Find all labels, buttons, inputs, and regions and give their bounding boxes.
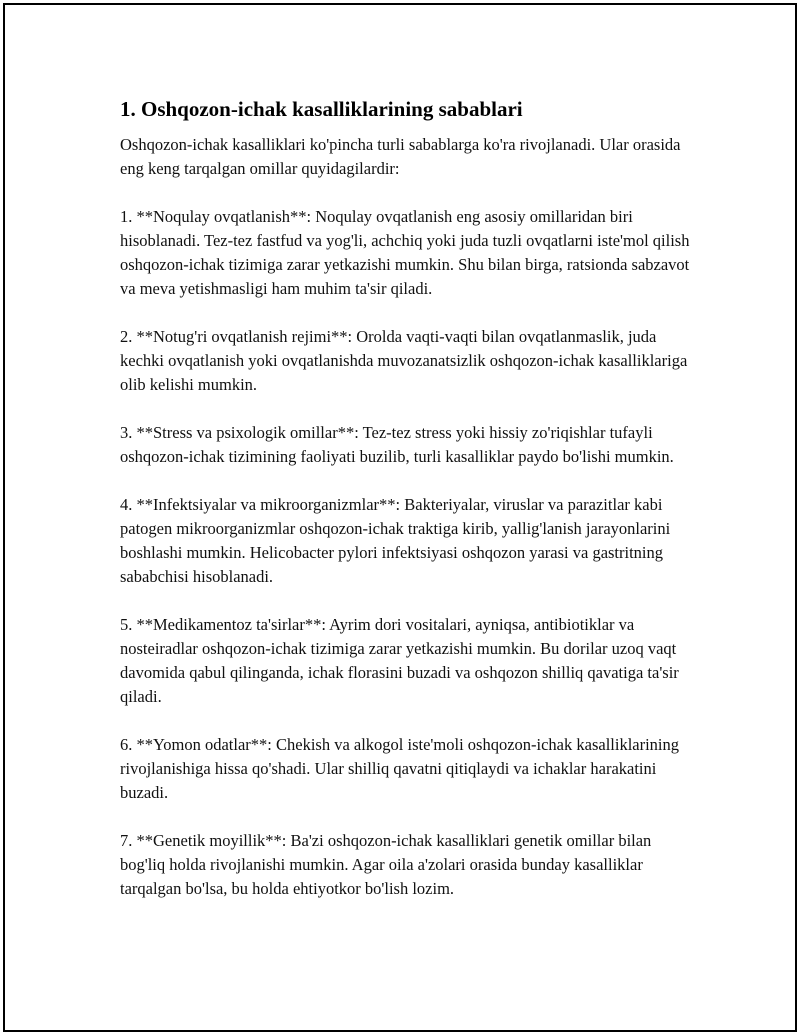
- cause-item-1: 1. **Noqulay ovqatlanish**: Noqulay ovqatlanish eng asosiy omillaridan biri hisoblanadi. Tez-tez fastfud va yog'li, achchiq yoki juda tuzli ovqatlarni iste'mol qilish oshqozon-ichak tizimiga zarar yetkazishi mumkin. Shu bilan birga, ratsionda sabzavot va meva yetishmasligi ham muhim ta'sir qiladi.: [120, 207, 690, 298]
- cause-item-4: 4. **Infektsiyalar va mikroorganizmlar**: Bakteriyalar, viruslar va parazitlar kabi patogen mikroorganizmlar oshqozon-ichak traktiga kirib, yallig'lanish jarayonlarini boshlashi mumkin. Helicobacter pylori infektsiyasi oshqozon yarasi va gastritning sababchisi hisoblanadi.: [120, 495, 671, 586]
- document-content: [120, 95, 700, 925]
- cause-item-6: 6. **Yomon odatlar**: Chekish va alkogol iste'moli oshqozon-ichak kasalliklarining rivojlanishiga hissa qo'shadi. Ular shilliq qavatni qitiqlaydi va ichaklar harakatini buzadi.: [120, 735, 680, 802]
- document-page: [3, 3, 797, 1032]
- cause-item-5: 5. **Medikamentoz ta'sirlar**: Ayrim dori vositalari, ayniqsa, antibiotiklar va nosteiradlar oshqozon-ichak tizimiga zarar yetkazishi mumkin. Bu dorilar uzoq vaqt davomida qabul qilinganda, ichak florasini buzadi va oshqozon shilliq qavatiga ta'sir qiladi.: [120, 615, 679, 706]
- cause-item-3: 3. **Stress va psixologik omillar**: Tez-tez stress yoki hissiy zo'riqishlar tufayli oshqozon-ichak tizimining faoliyati buzilib, turli kasalliklar paydo bo'lishi mumkin.: [120, 423, 674, 466]
- intro-paragraph: Oshqozon-ichak kasalliklari ko'pincha turli sabablarga ko'ra rivojlanadi. Ular orasida eng keng tarqalgan omillar quyidagilardir:: [120, 135, 681, 178]
- cause-item-2: 2. **Notug'ri ovqatlanish rejimi**: Orolda vaqti-vaqti bilan ovqatlanmaslik, juda kechki ovqatlanish yoki ovqatlanishda muvozanatsizlik oshqozon-ichak kasalliklariga olib kelishi mumkin.: [120, 327, 688, 394]
- section-heading: 1. Oshqozon-ichak kasalliklarining sabablari: [120, 97, 523, 121]
- cause-item-7: 7. **Genetik moyillik**: Ba'zi oshqozon-ichak kasalliklari genetik omillar bilan bog'liq holda rivojlanishi mumkin. Agar oila a'zolari orasida bunday kasalliklar tarqalgan bo'lsa, bu holda ehtiyotkor bo'lish lozim.: [120, 831, 652, 898]
